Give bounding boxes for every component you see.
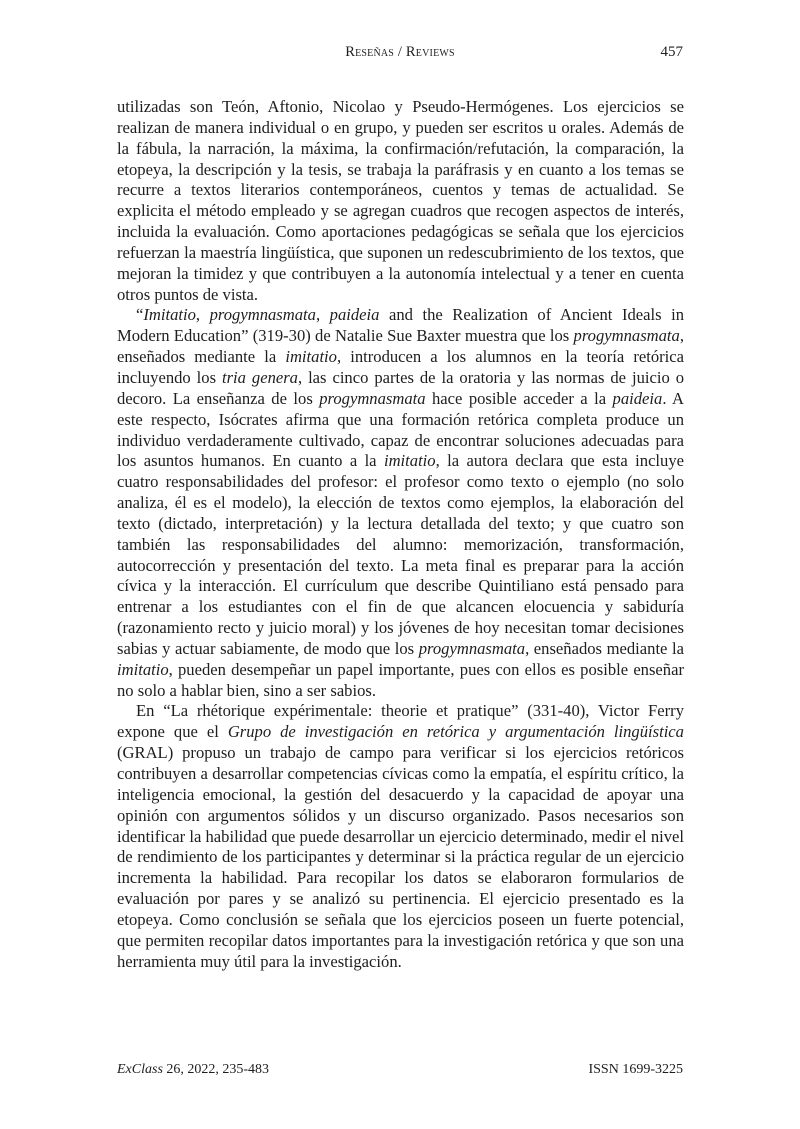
running-footer: [117, 1062, 683, 1082]
journal-details: 26, 2022, 235-483: [162, 1062, 270, 1077]
text-run: , pueden desempeñar un papel importante, pues con ellos es posible enseñar no solo a hablar bien, sino a ser sabios.: [117, 659, 684, 700]
italic-term: paideia: [612, 388, 663, 408]
section-title: Reseñas / Reviews: [345, 44, 455, 60]
text-run: ,: [315, 305, 330, 325]
italic-term: progymnasmata: [573, 326, 680, 346]
page-number: 457: [660, 44, 683, 60]
text-run: hace posible acceder a la: [425, 388, 613, 408]
paragraph: [117, 97, 684, 305]
italic-term: Grupo de investigación en retórica y argumentación lingüística: [227, 722, 684, 742]
text-run: , la autora declara que esta incluye cuatro responsabilidades del profesor: el profesor como texto o ejemplo (no solo analiza, él es el modelo), la elección de textos como ejemplos, la elaboración del texto (dictado, interpretación) y la lectura detallada del texto; y que cuatro son también las responsabilidades del alumno: memorización, transformación, autocorrección y presentación del texto. La meta final es preparar para la acción cívica y la interacción. El currículum que describe Quintiliano está pensado para entrenar a los estudiantes con el fin de que alcancen elocuencia y sabiduría (razonamiento recto y juicio moral) y los jóvenes de hoy necesitan tomar decisiones sabias y actuar sabiamente, de modo que los: [117, 451, 685, 658]
paragraph: [117, 701, 684, 972]
italic-term: tria genera: [221, 367, 298, 387]
italic-term: imitatio: [383, 451, 436, 471]
journal-citation: [117, 1062, 269, 1078]
issn: ISSN 1699-3225: [588, 1062, 683, 1077]
text-run: , enseñados mediante la: [117, 326, 684, 367]
text-run: utilizadas son Teón, Aftonio, Nicolao y Pseudo-Hermógenes. Los ejercicios se realizan de manera individual o en grupo, y pueden ser escritos u orales. Además de la fábula, la narración, la máxima, la confirmación/refutación, la comparación, la etopeya, la descripción y la tesis, se trabaja la paráfrasis y en cuanto a los temas se recurre a textos literarios contemporáneos, cuentos y temas de actualidad. Se explicita el método empleado y se agregan cuadros que recogen aspectos de interés, incluida la evaluación. Como aportaciones pedagógicas se señala que los ejercicios refuerzan la maestría lingüística, que suponen un redescubrimiento de los textos, que mejoran la timidez y que contribuyen a la autonomía intelectual y a tener en cuenta otros puntos de vista.: [117, 97, 684, 304]
text-run: , introducen a los alumnos en la teoría retórica incluyendo los: [117, 347, 684, 387]
italic-term: imitatio: [285, 347, 337, 367]
text-run: . A este respecto, Isócrates afirma que una formación retórica completa produce un individuo verdaderamente cultivado, capaz de encontrar soluciones adecuadas para los asuntos humanos. En cuanto a la: [117, 388, 684, 471]
text-run: , las cinco partes de la oratoria y las normas de juicio o decoro. La enseñanza de los: [117, 367, 684, 408]
italic-term: progymnasmata: [209, 305, 316, 325]
italic-term: Imitatio: [143, 305, 196, 325]
text-run: (GRAL) propuso un trabajo de campo para verificar si los ejercicios retóricos contribuyen a desarrollar competencias cívicas como la empatía, el espíritu crítico, la inteligencia emocional, la gestión del desacuerdo y la capacidad de apoyar una opinión con argumentos sólidos y un discurso organizado. Pasos necesarios son identificar la habilidad que puede desarrollar un ejercicio determinado, medir el nivel de rendimiento de los participantes y determinar si la práctica regular de un ejercicio incrementa la habilidad. Para recopilar los datos se elaboraron formularios de evaluación por pares y se analizó su pertinencia. El ejercicio presentado es la etopeya. Como conclusión se señala que los ejercicios poseen un fuerte potencial, que permiten recopilar datos importantes para la investigación retórica y que son una herramienta muy útil para la investigación.: [117, 743, 684, 971]
italic-term: imitatio: [117, 659, 169, 679]
text-run: En “La rhétorique expérimentale: theorie et pratique” (331-40), Victor Ferry expone que el: [117, 701, 684, 742]
italic-term: progymnasmata: [319, 388, 426, 408]
text-run: ,: [195, 305, 210, 325]
journal-name: ExClass: [117, 1062, 163, 1077]
paragraph: [117, 305, 684, 701]
running-header: [117, 44, 683, 66]
text-run: and the Realization of Ancient Ideals in Modern Education” (319-30) de Natalie Sue Baxter muestra que los: [117, 305, 685, 346]
text-run: , enseñados mediante la: [525, 638, 684, 658]
body-text: [117, 97, 684, 972]
italic-term: paideia: [329, 305, 380, 325]
italic-term: progymnasmata: [418, 638, 526, 658]
text-run: “: [136, 305, 144, 325]
